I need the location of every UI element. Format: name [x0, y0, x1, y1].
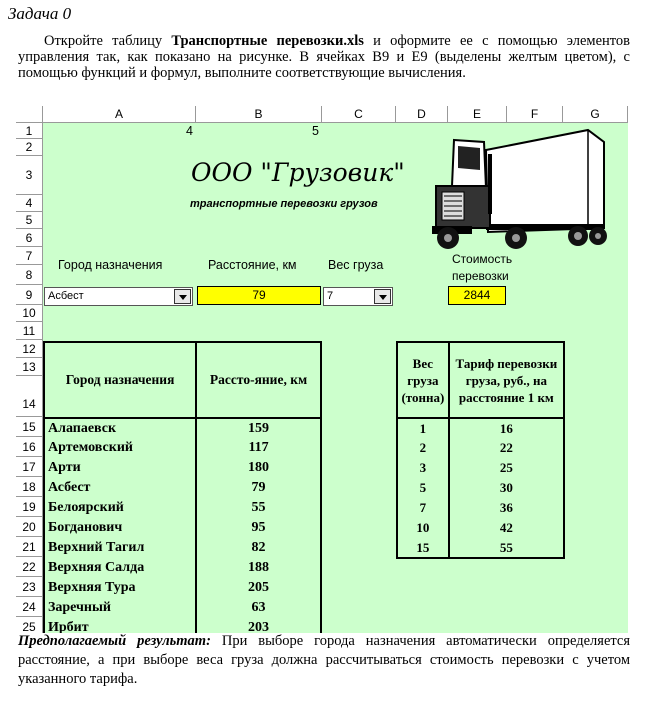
table-row [397, 478, 564, 498]
city-distance: 180 [196, 458, 321, 478]
row-header: 22 [16, 557, 43, 577]
file-name: Транспортные перевозки.xls [171, 33, 364, 49]
row-header: 19 [16, 497, 43, 517]
weight-select[interactable] [323, 287, 393, 306]
table-row [397, 458, 564, 478]
city-name: Заречный [44, 598, 196, 618]
table-row [44, 598, 321, 618]
row-header: 1 [16, 123, 43, 139]
table-row [44, 558, 321, 578]
tariff-rate: 36 [449, 498, 564, 518]
city-name: Верхняя Тура [44, 578, 196, 598]
spreadsheet-screenshot [16, 106, 628, 633]
row-header: 5 [16, 212, 43, 229]
city-distance: 95 [196, 518, 321, 538]
cell-a1: 4 [186, 124, 193, 138]
row-header: 7 [16, 247, 43, 265]
weight-column-header: Вес груза (тонна) [397, 342, 449, 418]
column-header-a: A [43, 106, 196, 123]
row-header: 6 [16, 229, 43, 247]
city-distance: 79 [196, 478, 321, 498]
label-distance: Расстояние, км [208, 258, 297, 272]
row-header: 13 [16, 358, 43, 376]
tariff-weight: 2 [397, 438, 449, 458]
intro-suffix: и оформите ее с помощью элементов управления так, как показано на рисунке. В ячейках B9 и E9 (выделены желтым цветом), с помощью функций и формул, выполните соответствующие вычисления. [18, 33, 631, 81]
row-header: 4 [16, 195, 43, 212]
city-distance: 205 [196, 578, 321, 598]
column-header-g: G [563, 106, 628, 123]
weight-select-value: 7 [327, 290, 334, 302]
table-row [44, 538, 321, 558]
row-header: 2 [16, 139, 43, 156]
table-row [397, 538, 564, 558]
label-cost-line1: Стоимость [452, 252, 513, 266]
row-header: 20 [16, 517, 43, 537]
table-row [44, 438, 321, 458]
table-row [397, 518, 564, 538]
tariff-rate: 30 [449, 478, 564, 498]
expected-result [18, 632, 630, 689]
row-header: 9 [16, 285, 43, 305]
cell-b1: 5 [312, 124, 319, 138]
table-row [44, 578, 321, 598]
city-name: Ирбит [44, 618, 196, 633]
task-title: Задача 0 [8, 4, 72, 23]
column-header-b: B [196, 106, 322, 123]
city-name: Богданович [44, 518, 196, 538]
city-name: Верхний Тагил [44, 538, 196, 558]
city-distance: 63 [196, 598, 321, 618]
tariff-weight: 10 [397, 518, 449, 538]
tariff-rate: 42 [449, 518, 564, 538]
city-distance: 82 [196, 538, 321, 558]
row-header: 15 [16, 417, 43, 437]
table-row [44, 498, 321, 518]
column-header-e: E [448, 106, 507, 123]
table-row [44, 478, 321, 498]
row-header: 8 [16, 265, 43, 285]
row-header: 12 [16, 340, 43, 358]
label-city: Город назначения [58, 258, 163, 272]
row-header: 21 [16, 537, 43, 557]
dropdown-arrow-icon[interactable] [174, 289, 191, 304]
row-header: 24 [16, 597, 43, 617]
row-header: 3 [16, 156, 43, 195]
company-subtitle: транспортные перевозки грузов [190, 198, 378, 210]
table-row [397, 498, 564, 518]
city-distance-table [43, 341, 322, 633]
city-name: Арти [44, 458, 196, 478]
distance-column-header: Рассто-яние, км [196, 342, 321, 418]
table-row [44, 458, 321, 478]
table-row [44, 518, 321, 538]
city-distance: 188 [196, 558, 321, 578]
truck-icon [428, 124, 608, 250]
result-text: При выборе города назначения автоматически определяется расстояние, а при выборе веса груза должна рассчитываться стоимость перевозки с учетом указанного тарифа. [18, 633, 630, 687]
row-header: 10 [16, 305, 43, 322]
city-select-value: Асбест [48, 290, 84, 302]
row-header: 25 [16, 617, 43, 633]
distance-cell-b9: 79 [197, 286, 321, 305]
tariff-weight: 3 [397, 458, 449, 478]
tariff-rate: 25 [449, 458, 564, 478]
city-distance: 55 [196, 498, 321, 518]
row-header: 17 [16, 457, 43, 477]
column-header-f: F [507, 106, 563, 123]
task-instructions [18, 33, 630, 81]
column-header-d: D [396, 106, 448, 123]
row-header: 23 [16, 577, 43, 597]
sheet-corner [16, 106, 43, 123]
row-header: 16 [16, 437, 43, 457]
label-cost-line2: перевозки [452, 269, 509, 283]
tariff-rate: 22 [449, 438, 564, 458]
result-label: Предполагаемый результат: [18, 633, 211, 649]
city-select[interactable] [44, 287, 193, 306]
tariff-rate: 16 [449, 418, 564, 438]
dropdown-arrow-icon[interactable] [374, 289, 391, 304]
tariff-column-header: Тариф перевозки груза, руб., на расстояние 1 км [449, 342, 564, 418]
city-distance: 159 [196, 418, 321, 438]
tariff-weight: 15 [397, 538, 449, 558]
city-name: Алапаевск [44, 418, 196, 438]
city-name: Верхняя Салда [44, 558, 196, 578]
city-distance: 203 [196, 618, 321, 633]
table-row [44, 418, 321, 438]
label-weight: Вес груза [328, 258, 384, 272]
city-name: Белоярский [44, 498, 196, 518]
row-header: 11 [16, 322, 43, 340]
tariff-table [396, 341, 565, 559]
city-column-header: Город назначения [44, 342, 196, 418]
row-header: 14 [16, 376, 43, 417]
tariff-rate: 55 [449, 538, 564, 558]
city-name: Асбест [44, 478, 196, 498]
company-title: ООО "Грузовик" [191, 158, 405, 187]
city-name: Артемовский [44, 438, 196, 458]
column-header-c: C [322, 106, 396, 123]
table-row [44, 618, 321, 633]
row-header: 18 [16, 477, 43, 497]
tariff-weight: 7 [397, 498, 449, 518]
intro-prefix: Откройте таблицу [44, 33, 172, 49]
tariff-weight: 1 [397, 418, 449, 438]
cost-cell-e9: 2844 [448, 286, 506, 305]
table-row [397, 438, 564, 458]
city-distance: 117 [196, 438, 321, 458]
tariff-weight: 5 [397, 478, 449, 498]
table-row [397, 418, 564, 438]
